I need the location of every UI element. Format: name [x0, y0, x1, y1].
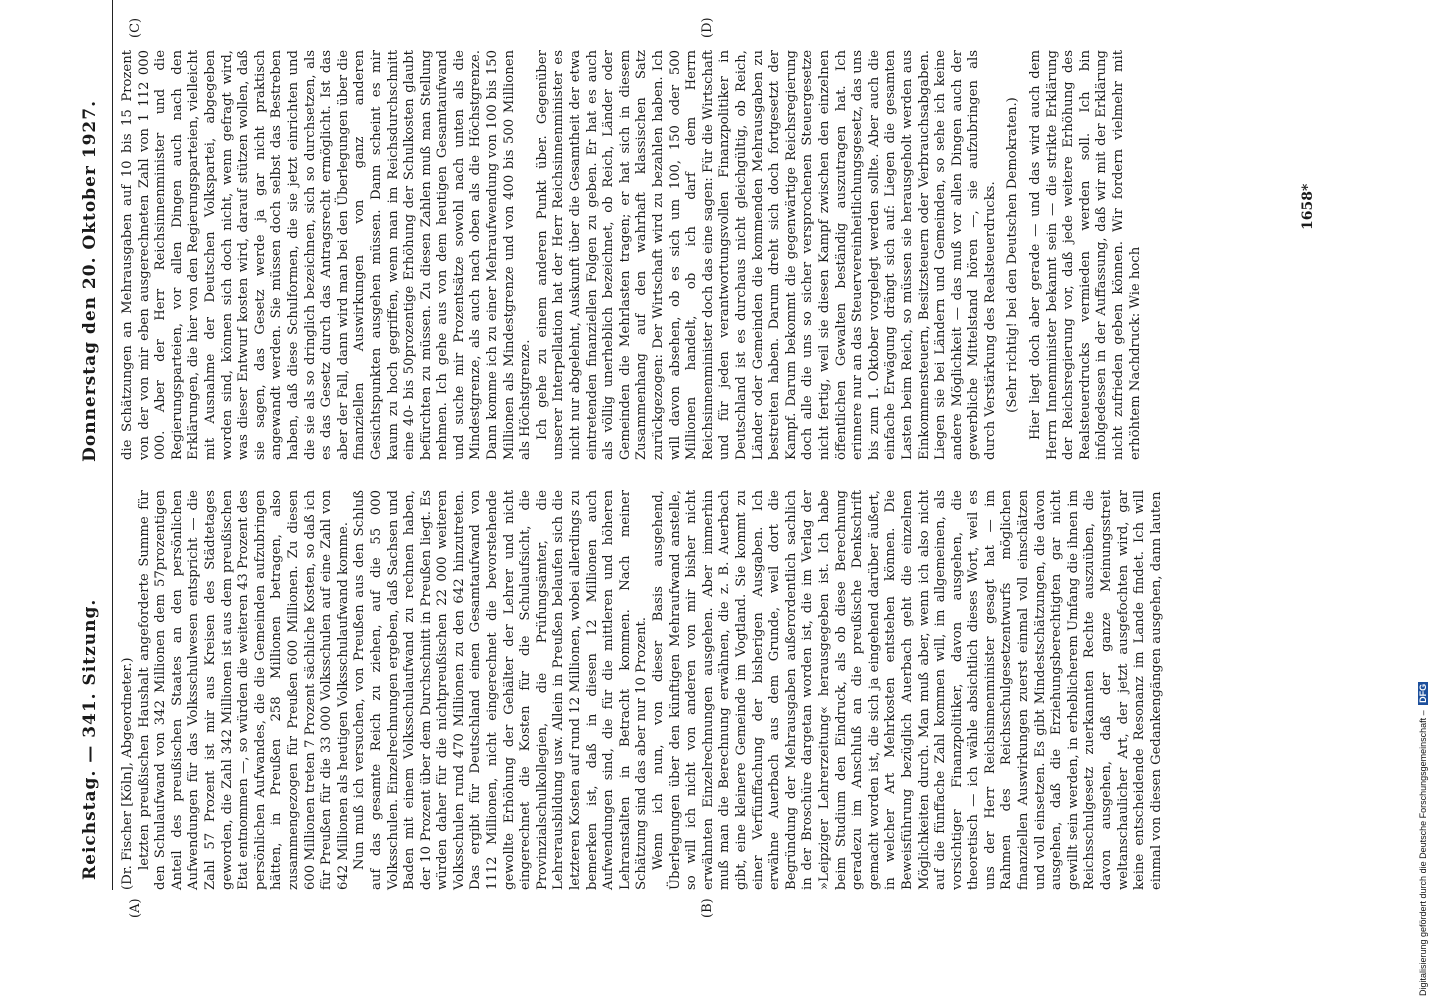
header-rule	[112, 0, 113, 890]
sidebar-text: Digitalisierung gefördert durch die Deutsche Forschungsgemeinschaft –	[1418, 710, 1428, 996]
left-column	[120, 490, 1165, 890]
header-date: Donnerstag den 20. Oktober 1927.	[80, 100, 100, 462]
paragraph: Nun muß ich versuchen, von Preußen aus den Schluß auf das gesamte Reich zu ziehen, auf die 55 000 Volksschulen. Einzelrechnungen ergeben, daß Sachsen und Baden mit einem Volksschulaufwand zu rechnen haben, der 10 Prozent über dem Durchschnitt in Preußen liegt. Es würden daher für die nichtpreußischen 22 000 weiteren Volksschulen rund 470 Millionen zu den 642 hinzutreten. Das ergibt für Deutschland einen Gesamtaufwand von 1112 Millionen, nicht eingerechnet die bevorstehende gewollte Erhöhung der Gehälter der Lehrer und nicht eingerechnet die Kosten für die Schulaufsicht, die Provinzialschulkollegien, die Prüfungsämter, die Lehrerausbildung usw. Allein in Preußen belaufen sich die letzteren Kosten auf rund 12 Millionen, wobei allerdings zu bemerken ist, daß in diesen 12 Millionen auch Aufwendungen sind, die für die mittleren und höheren Lehranstalten in Betracht kommen. Nach meiner Schätzung sind das aber nur 10 Prozent.	[352, 490, 650, 890]
right-column	[120, 50, 1144, 460]
signature-mark: 1658*	[1300, 183, 1316, 230]
header-left: Reichstag. — 341. Sitzung.	[80, 598, 100, 880]
paragraph: die Schätzungen an Mehrausgaben auf 10 bis 15 Prozent von der von mir eben ausgerechneten Zahl von 1 112 000 000. Aber der Herr Reichsinnenminister und die Regierungsparteien, vor allen Dingen auch nach den Erklärungen, die hier von den Regierungsparteien, vielleicht mit Ausnahme der Deutschen Volkspartei, abgegeben worden sind, können sich doch nicht, wenn gefragt wird, was dieser Entwurf kosten wird, darauf stützen wollen, daß sie sagen, das Gesetz werde ja gar nicht praktisch angewandt werden. Sie müssen doch selbst das Bestreben haben, daß diese Schulformen, die sie jetzt einrichten und die sie als so dringlich bezeichnen, sich so durchsetzen, als es das Gesetz durch das Antragsrecht ermöglicht. Ist das aber der Fall, dann wird man bei den Überlegungen über die finanziellen Auswirkungen von ganz anderen Gesichtspunkten ausgehen müssen. Dann scheint es mir kaum zu hoch gegriffen, wenn man im Reichsdurchschnitt eine 40- bis 50prozentige Erhöhung der Schulkosten glaubt befürchten zu müssen. Zu diesen Zahlen muß man Stellung nehmen. Ich gehe aus von dem heutigen Gesamtaufwand und suche mir Prozentsätze sowohl nach unten als die Mindestgrenze, als auch nach oben als die Höchstgrenze. Dann komme ich zu einer Mehraufwendung von 100 bis 150 Millionen als Mindestgrenze und von 400 bis 500 Millionen als Höchstgrenze.	[120, 50, 534, 460]
speaker-line: (Dr. Fischer [Köln], Abgeordneter.)	[120, 657, 135, 890]
digitization-sidebar	[1418, 6, 1434, 996]
paragraph: letzten preußischen Haushalt angeforderte Summe für den Schulaufwand von 342 Millionen dem 57prozentigen Anteil des preußischen Staates an den persönlichen Aufwendungen für das Volksschulwesen entspricht — die Zahl 57 Prozent ist mir aus Kreisen des Städtetages geworden, die Zahl 342 Millionen ist aus dem preußischen Etat entnommen —, so würden die weiteren 43 Prozent des persönlichen Aufwandes, die die Gemeinden aufzubringen hätten, in Preußen 258 Millionen betragen, also zusammengezogen für Preußen 600 Millionen. Zu diesen 600 Millionen treten 7 Prozent sächliche Kosten, so daß ich für Preußen für die 33 000 Volksschulen auf eine Zahl von 642 Millionen als heutigen Volksschulaufwand komme.	[136, 490, 351, 890]
marker-a: (A)	[128, 898, 143, 918]
marker-c: (C)	[128, 17, 143, 38]
running-header	[80, 0, 110, 880]
marker-b: (B)	[700, 898, 715, 918]
paragraph: Wenn ich nun, von dieser Basis ausgehend, Überlegungen über den künftigen Mehraufwand anstelle, so will ich nicht von anderen von mir bisher nicht erwähnten Einzelrechnungen ausgehen. Aber immerhin muß man die Berechnung erwähnen, die z. B. Auerbach gibt, eine kleinere Gemeinde im Vogtland. Sie kommt zu einer Verfünffachung der bisherigen Ausgaben. Ich erwähne Auerbach aus dem Grunde, weil dort die Begründung der Mehrausgaben außerordentlich sachlich in der Broschüre dargetan worden ist, die im Verlag der »Leipziger Lehrerzeitung« herausgegeben ist. Ich habe beim Studium den Eindruck, als ob diese Berechnung geradezu im Anschluß an die preußische Denkschrift gemacht worden ist, die sich ja eingehend darüber äußert, in welcher Art Mehrkosten entstehen können. Die Beweisführung bezüglich Auerbach geht die einzelnen Möglichkeiten durch. Man muß aber, wenn ich also nicht auf die fünffache Zahl kommen will, im allgemeinen, als vorsichtiger Finanzpolitiker, davon ausgehen, die theoretisch — ich wähle absichtlich dieses Wort, weil es uns der Herr Reichsinnenminister gesagt hat — im Rahmen des Reichsschulgesetzentwurfs möglichen finanziellen Auswirkungen zuerst einmal voll einschätzen und voll einsetzen. Es gibt Mindestschätzungen, die davon ausgehen, daß die Erziehungsberechtigten gar nicht gewillt sein werden, in erheblicherem Umfang die ihnen im Reichsschulgesetz zuerkannten Rechte auszuüben, die davon ausgehen, daß der ganze Meinungsstreit weltanschaulicher Art, der jetzt ausgefochten wird, gar keine entscheidende Resonanz im Lande findet. Ich will einmal von diesen Gedankengängen ausgehen, dann lauten	[651, 490, 1164, 890]
marker-d: (D)	[700, 17, 715, 38]
paragraph: Hier liegt doch aber gerade — und das wird auch dem Herrn Innenminister bekannt sein — die strikte Erklärung der Reichsregierung vor, daß jede weitere Erhöhung des Realsteuerdrucks vermieden werden soll. Ich bin infolgedessen in der Auffassung, daß wir mit der Erklärung nicht zufrieden geben können. Wir fordern vielmehr mit erhöhtem Nachdruck: Wie hoch	[1028, 50, 1143, 460]
dfg-logo-icon: DFG	[1418, 683, 1428, 703]
paragraph: Ich gehe zu einem anderen Punkt über. Gegenüber unserer Interpellation hat der Herr Reichsinnenminister es nicht nur abgelehnt, Auskunft über die Gesamtheit der etwa eintretenden finanziellen Folgen zu geben. Er hat es auch als völlig unerheblich bezeichnet, ob Reich, Länder oder Gemeinden die Mehrlasten tragen; er hat sich in diesem Zusammenhang auf den wahrhaft klassischen Satz zurückgezogen: Der Wirtschaft wird zu bezahlen haben. Ich will davon absehen, ob es sich um 100, 150 oder 500 Millionen handelt, ob ich darf dem Herrn Reichsinnenminister doch das eine sagen: Für die Wirtschaft und für jeden verantwortungsvollen Finanzpolitiker in Deutschland ist es durchaus nicht gleichgültig, ob Reich, Länder oder Gemeinden die kommenden Mehrausgaben zu bestreiten haben. Darum dreht sich doch fortgesetzt der Kampf. Darum bekommt die gegenwärtige Reichsregierung doch alle die uns so sicher versprochenen Steuergesetze nicht fertig, weil sie diesen Kampf zwischen den einzelnen öffentlichen Gewalten beständig auszutragen hat. Ich erinnere nur an das Steuervereinheitlichungsgesetz, das uns bis zum 1. Oktober vorgelegt werden sollte. Aber auch die einfache Erwägung drängt sich auf: Liegen die gesamten Lasten beim Reich, so müssen sie herausgeholt werden aus Einkommensteuern, Besitzsteuern oder Verbrauchsabgaben. Liegen sie bei Ländern und Gemeinden, so sehe ich keine andere Möglichkeit — das muß vor allen Dingen auch der gewerbliche Mittelstand hören —, sie aufzubringen als durch Verstärkung des Realsteuerdrucks.	[534, 50, 998, 460]
interjection: (Sehr richtig! bei den Deutschen Demokraten.)	[1005, 97, 1021, 413]
